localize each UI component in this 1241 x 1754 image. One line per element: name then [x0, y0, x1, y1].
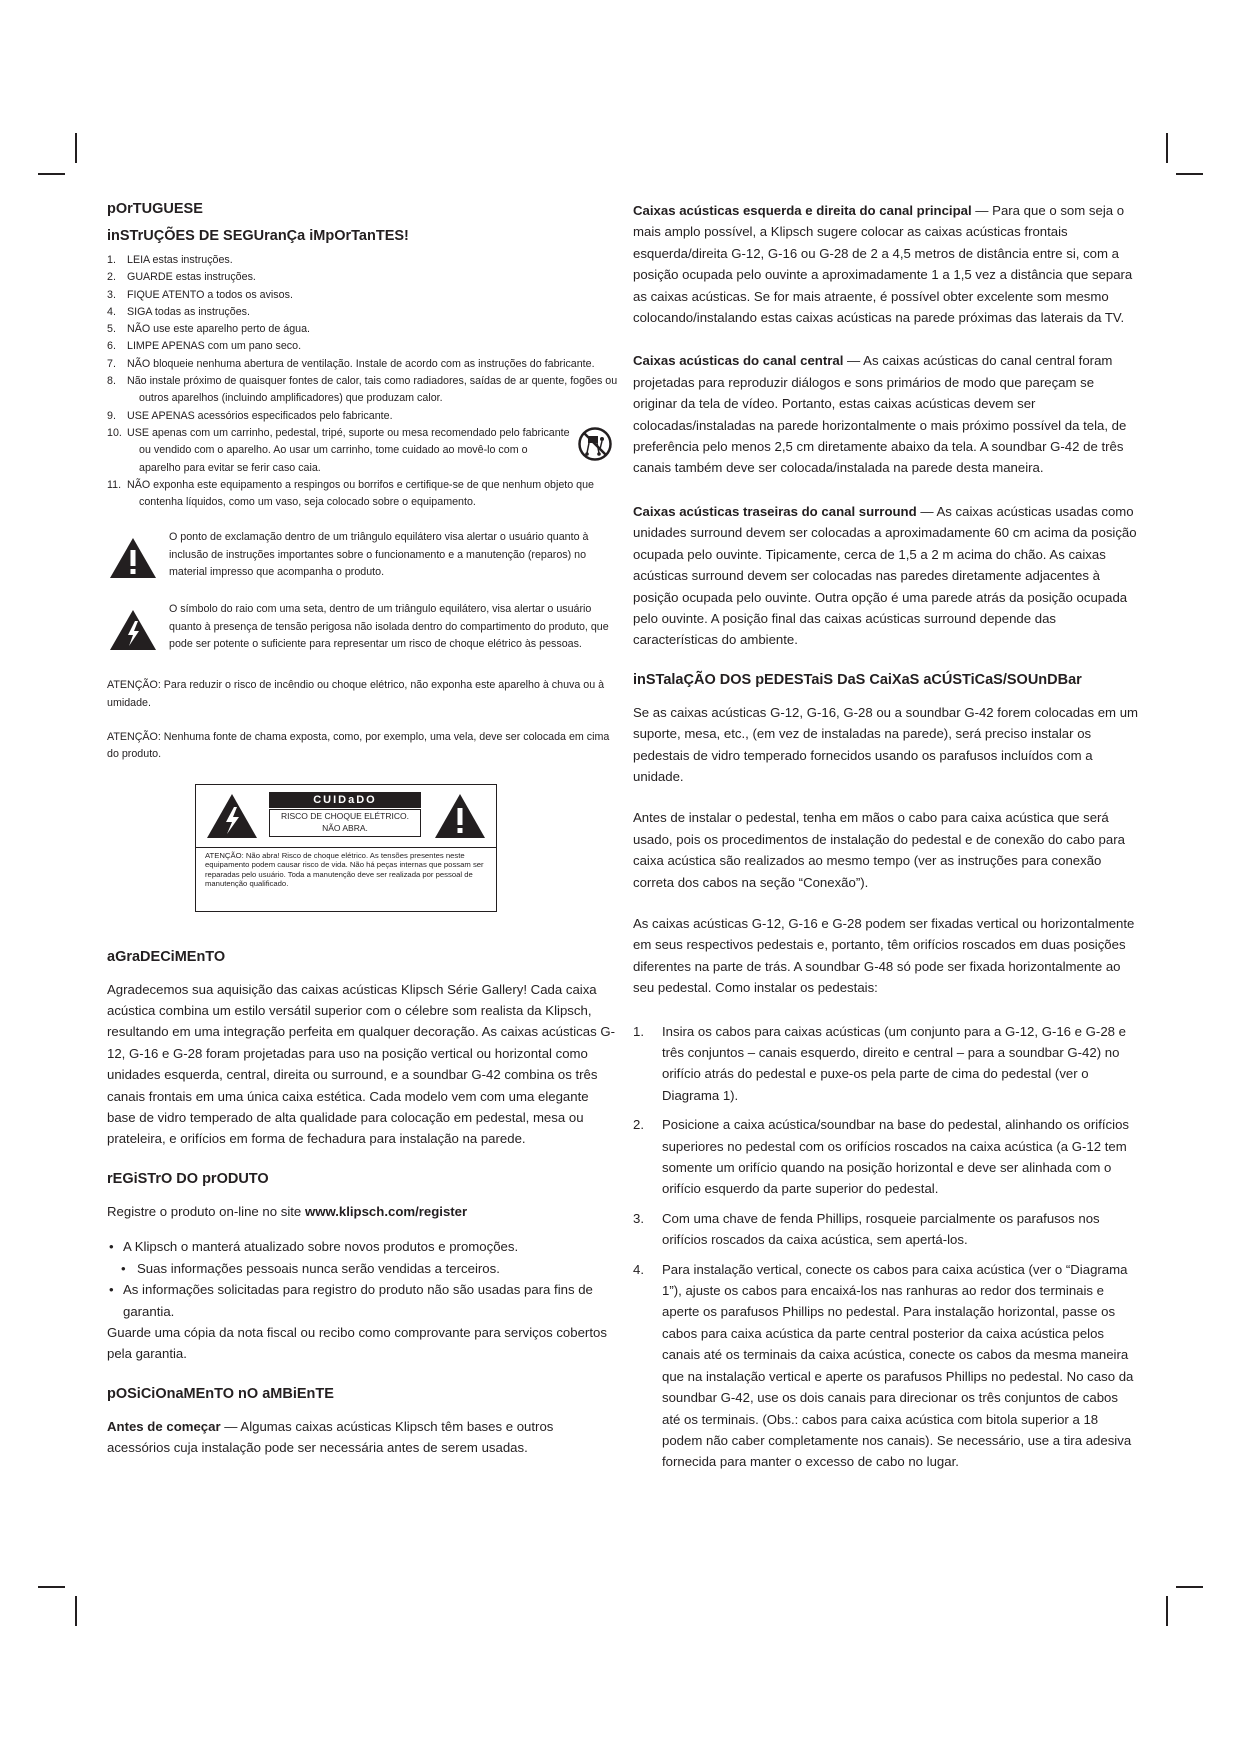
safety-item: 7. NÃO bloqueie nenhuma abertura de ventilação. Instale de acordo com as instruções do fabricante. [107, 357, 595, 370]
left-column [107, 200, 620, 1459]
cart-warning-icon [578, 427, 612, 461]
safety-item: 4. SIGA todas as instruções. [107, 305, 250, 318]
surround-channel-text: Caixas acústicas traseiras do canal surround — As caixas acústicas usadas como unidades surround devem ser colocadas a aproximadamente 60 cm acima da posição ocupada pelo ouvinte. Tipicamente, cerca de 1,5 a 2 m acima do chão. As caixas acústicas surround devem ser colocadas nas paredes diretamente adjacentes à posição ocupada pelo ouvinte. Outra opção é uma parede atrás da posição ocupada pelo ouvinte. A posição final das caixas acústicas surround depende das características do ambiente. [633, 503, 1137, 648]
install-paragraph: Se as caixas acústicas G-12, G-16, G-28 ou a soundbar G-42 forem colocadas em um suporte, mesa, etc., (em vez de instaladas na parede), será preciso instalar os pedestais de vidro temperado fornecidos usando os parafusos incluídos com a unidade. [633, 704, 1139, 784]
center-channel-text: Caixas acústicas do canal central — As caixas acústicas do canal central foram projetadas para reproduzir diálogos e sons primários de modo que pareçam se originar da tela de vídeo. Portanto, estas caixas acústicas devem ser colocadas/instaladas na parede horizontalmente o mais próximo possível da tela, de preferência pelo menos 2,5 cm diretamente abaixo da tela. A soundbar G-42 de três canais também deve ser colocada/instalada na parede desta maneira. [633, 353, 1127, 476]
main-channel-text: Caixas acústicas esquerda e direita do canal principal — Para que o som seja o mais amplo possível, a Klipsch sugere colocar as caixas acústicas frontais esquerda/direita G-12, G-16 ou G-28 de 2 a 4,5 metros de distância entre si, com a posição ocupada pelo ouvinte a aproximadamente 1 a 1,5 vez a distância que separa as caixas acústicas. Se for mais atraente, é possível obter excelente som mesmo colocando/instalando estas caixas acústicas na parede próximas das laterais da TV. [633, 203, 1133, 326]
safety-item: 6. LIMPE APENAS com um pano seco. [107, 340, 302, 353]
install-paragraph: As caixas acústicas G-12, G-16 e G-28 podem ser fixadas vertical ou horizontalmente em seus respectivos pedestais e, portanto, têm orifícios roscados em duas posições diferentes na parte de trás. A soundbar G-48 só pode ser fixada horizontalmente ao seu pedestal. Como instalar os pedestais: [633, 915, 1135, 996]
thanks-heading: aGraDECiMEnTO [107, 948, 226, 965]
language-heading: pOrTUGUESE [107, 201, 203, 217]
list-item: 4. Para instalação vertical, conecte os cabos para caixa acústica (ver o “Diagrama 1”), ajuste os cabos para encaixá-los nas ranhuras ao redor dos terminais e aperte os parafusos Phillips no pedestal. Para instalação horizontal, passe os cabos para caixa acústica da parte central posterior da caixa acústica pelos canais até os terminais da caixa acústica, conecte os cabos da mesma maneira que na instalação vertical e aperte os parafusos Phillips no pedestal. No caso da soundbar G-42, use os dois canais para direcionar os três conjuntos de cabos até os terminais. (Obs.: cabos para caixa acústica com bitola superior a 18 podem não caber completamente nos canais). Se necessário, use a tira adesiva fornecida para manter o excesso de cabo no lugar. [633, 1261, 1134, 1470]
install-heading: inSTalaÇÃO DOS pEDESTaiS DaS CaiXaS aCÚSTiCaS/SOUnDBar [633, 671, 1082, 688]
list-item: 1. Insira os cabos para caixas acústicas (um conjunto para a G-12, G-16 e G-28 e três conjuntos – canais esquerdo, direito e central – para a soundbar G-42) no orifício atrás do pedestal e puxe-os pela parte de cima do pedestal (ver o Diagrama 1). [633, 1023, 1126, 1103]
crop-mark-bottom-left-h [38, 1586, 65, 1588]
caution-risk: RISCO DE CHOQUE ELÉTRICO. NÃO ABRA. [269, 809, 421, 837]
crop-mark-top-left-v [75, 133, 77, 163]
register-text: Registre o produto on-line no site www.klipsch.com/register [107, 1203, 468, 1219]
install-steps [633, 1021, 1139, 1473]
install-paragraph: Antes de instalar o pedestal, tenha em mãos o cabo para caixa acústica que será usado, pois os procedimentos de instalação do pedestal e de conexão do cabo para caixa acústica são realizados ao mesmo tempo (ver as instruções para conexão correta dos cabos na seção “Conexão”). [633, 810, 1125, 890]
exclamation-triangle-icon [434, 793, 486, 839]
safety-item: 3. FIQUE ATENTO a todos os avisos. [107, 288, 293, 301]
caution-divider [196, 847, 496, 848]
list-item: 2. Posicione a caixa acústica/soundbar na base do pedestal, alinhando os orifícios superiores no pedestal com os orifícios roscados na caixa acústica (a G-12 tem somente um orifício quando na posição horizontal e deve ser alinhada com o orifício esquerdo da parte superior do pedestal. [633, 1117, 1129, 1197]
safety-item: 9. USE APENAS acessórios especificados pelo fabricante. [107, 409, 393, 422]
register-url[interactable]: www.klipsch.com/register [304, 1203, 468, 1219]
placement-text: Antes de começar — Algumas caixas acústicas Klipsch têm bases e outros acessórios cuja instalação pode ser necessária antes de serem usadas. [107, 1418, 554, 1456]
crop-mark-bottom-left-v [75, 1596, 77, 1626]
register-bullets [107, 1236, 620, 1322]
register-heading: rEGiSTrO DO prODUTO [107, 1170, 269, 1187]
list-item: • As informações solicitadas para registro do produto não são usadas para fins de garantia. [109, 1282, 593, 1319]
safety-list [107, 252, 620, 511]
exclamation-triangle-icon [109, 537, 157, 579]
list-item: 3. Com uma chave de fenda Phillips, rosqueie parcialmente os parafusos nos orifícios roscados da caixa acústica, sem apertá-los. [633, 1210, 1100, 1248]
list-item: • A Klipsch o manterá atualizado sobre novos produtos e promoções. [109, 1239, 519, 1255]
attention-rain: ATENÇÃO: Para reduzir o risco de incêndio ou choque elétrico, não exponha este aparelho à chuva ou à umidade. [107, 679, 605, 709]
safety-item: 5. NÃO use este aparelho perto de água. [107, 323, 310, 336]
crop-mark-top-right-v [1166, 133, 1168, 163]
safety-item: 8. Não instale próximo de quaisquer fontes de calor, tais como radiadores, saídas de ar quente, fogões ou outros aparelhos (incluindo amplificadores) que produzam calor. [107, 375, 618, 405]
safety-item: 10. USE apenas com um carrinho, pedestal, tripé, suporte ou mesa recomendado pelo fabricante ou vendido com o aparelho. Ao usar um carrinho, tome cuidado ao movê-lo com o aparelho para evitar se ferir caso caia. [107, 425, 620, 477]
safety-item: 1. LEIA estas instruções. [107, 254, 233, 266]
attention-flame: ATENÇÃO: Nenhuma fonte de chama exposta, como, por exemplo, uma vela, deve ser colocada em cima do produto. [107, 731, 610, 761]
crop-mark-bottom-right-h [1176, 1586, 1203, 1588]
exclamation-warning: O ponto de exclamação dentro de um triângulo equilátero visa alertar o usuário quanto à inclusão de instruções importantes sobre o funcionamento e a manutenção (reparos) no material impresso que acompanha o produto. [107, 529, 620, 593]
safety-item: 2. GUARDE estas instruções. [107, 271, 256, 284]
safety-item: 11. NÃO exponha este equipamento a respingos ou borrifos e certifique-se de que nenhum objeto que contenha líquidos, como um vaso, seja colocado sobre o equipamento. [107, 478, 594, 509]
caution-title: CUIDaDO [269, 792, 421, 808]
caution-label [195, 784, 497, 912]
crop-mark-bottom-right-v [1166, 1596, 1168, 1626]
lightning-triangle-icon [206, 793, 258, 839]
lightning-triangle-icon [109, 609, 157, 651]
crop-mark-top-left-h [38, 173, 65, 175]
list-item: • Suas informações pessoais nunca serão vendidas a terceiros. [121, 1260, 500, 1276]
safety-title: inSTrUÇÕES DE SEGUranÇa iMpOrTanTES! [107, 228, 409, 244]
right-column [633, 200, 1139, 1481]
crop-mark-top-right-h [1176, 173, 1203, 175]
register-footer: Guarde uma cópia da nota fiscal ou recibo como comprovante para serviços cobertos pela garantia. [107, 1324, 607, 1362]
lightning-warning: O símbolo do raio com uma seta, dentro de um triângulo equilátero, visa alertar o usuário quanto à presença de tensão perigosa não isolada dentro do compartimento do produto, que pode ser potente o suficiente para representar um risco de choque elétrico às pessoas. [107, 601, 620, 665]
caution-fine-print: ATENÇÃO: Não abra! Risco de choque elétrico. As tensões presentes neste equipamento podem causar risco de vida. Não há peças internas que possam ser reparadas pelo usuário. Toda a manutenção deve ser realizada por pessoal de manutenção qualificado. [205, 850, 484, 889]
thanks-text: Agradecemos sua aquisição das caixas acústicas Klipsch Série Gallery! Cada caixa acústica combina um estilo versátil superior com o célebre som realista da Klipsch, resultando em uma integração perfeita em qualquer decoração. As caixas acústicas G-12, G-16 e G-28 foram projetadas para uso na posição vertical ou horizontal como unidades esquerda, central, direita ou surround, e a soundbar G-42 combina os três canais frontais em uma única caixa estética. Cada modelo vem com uma elegante base de vidro temperado de alta qualidade para colocação em pedestal, mesa ou prateleira, e orifícios em forma de fechadura para instalação na parede. [107, 981, 615, 1147]
placement-heading: pOSiCiOnaMEnTO nO aMBiEnTE [107, 1385, 334, 1402]
